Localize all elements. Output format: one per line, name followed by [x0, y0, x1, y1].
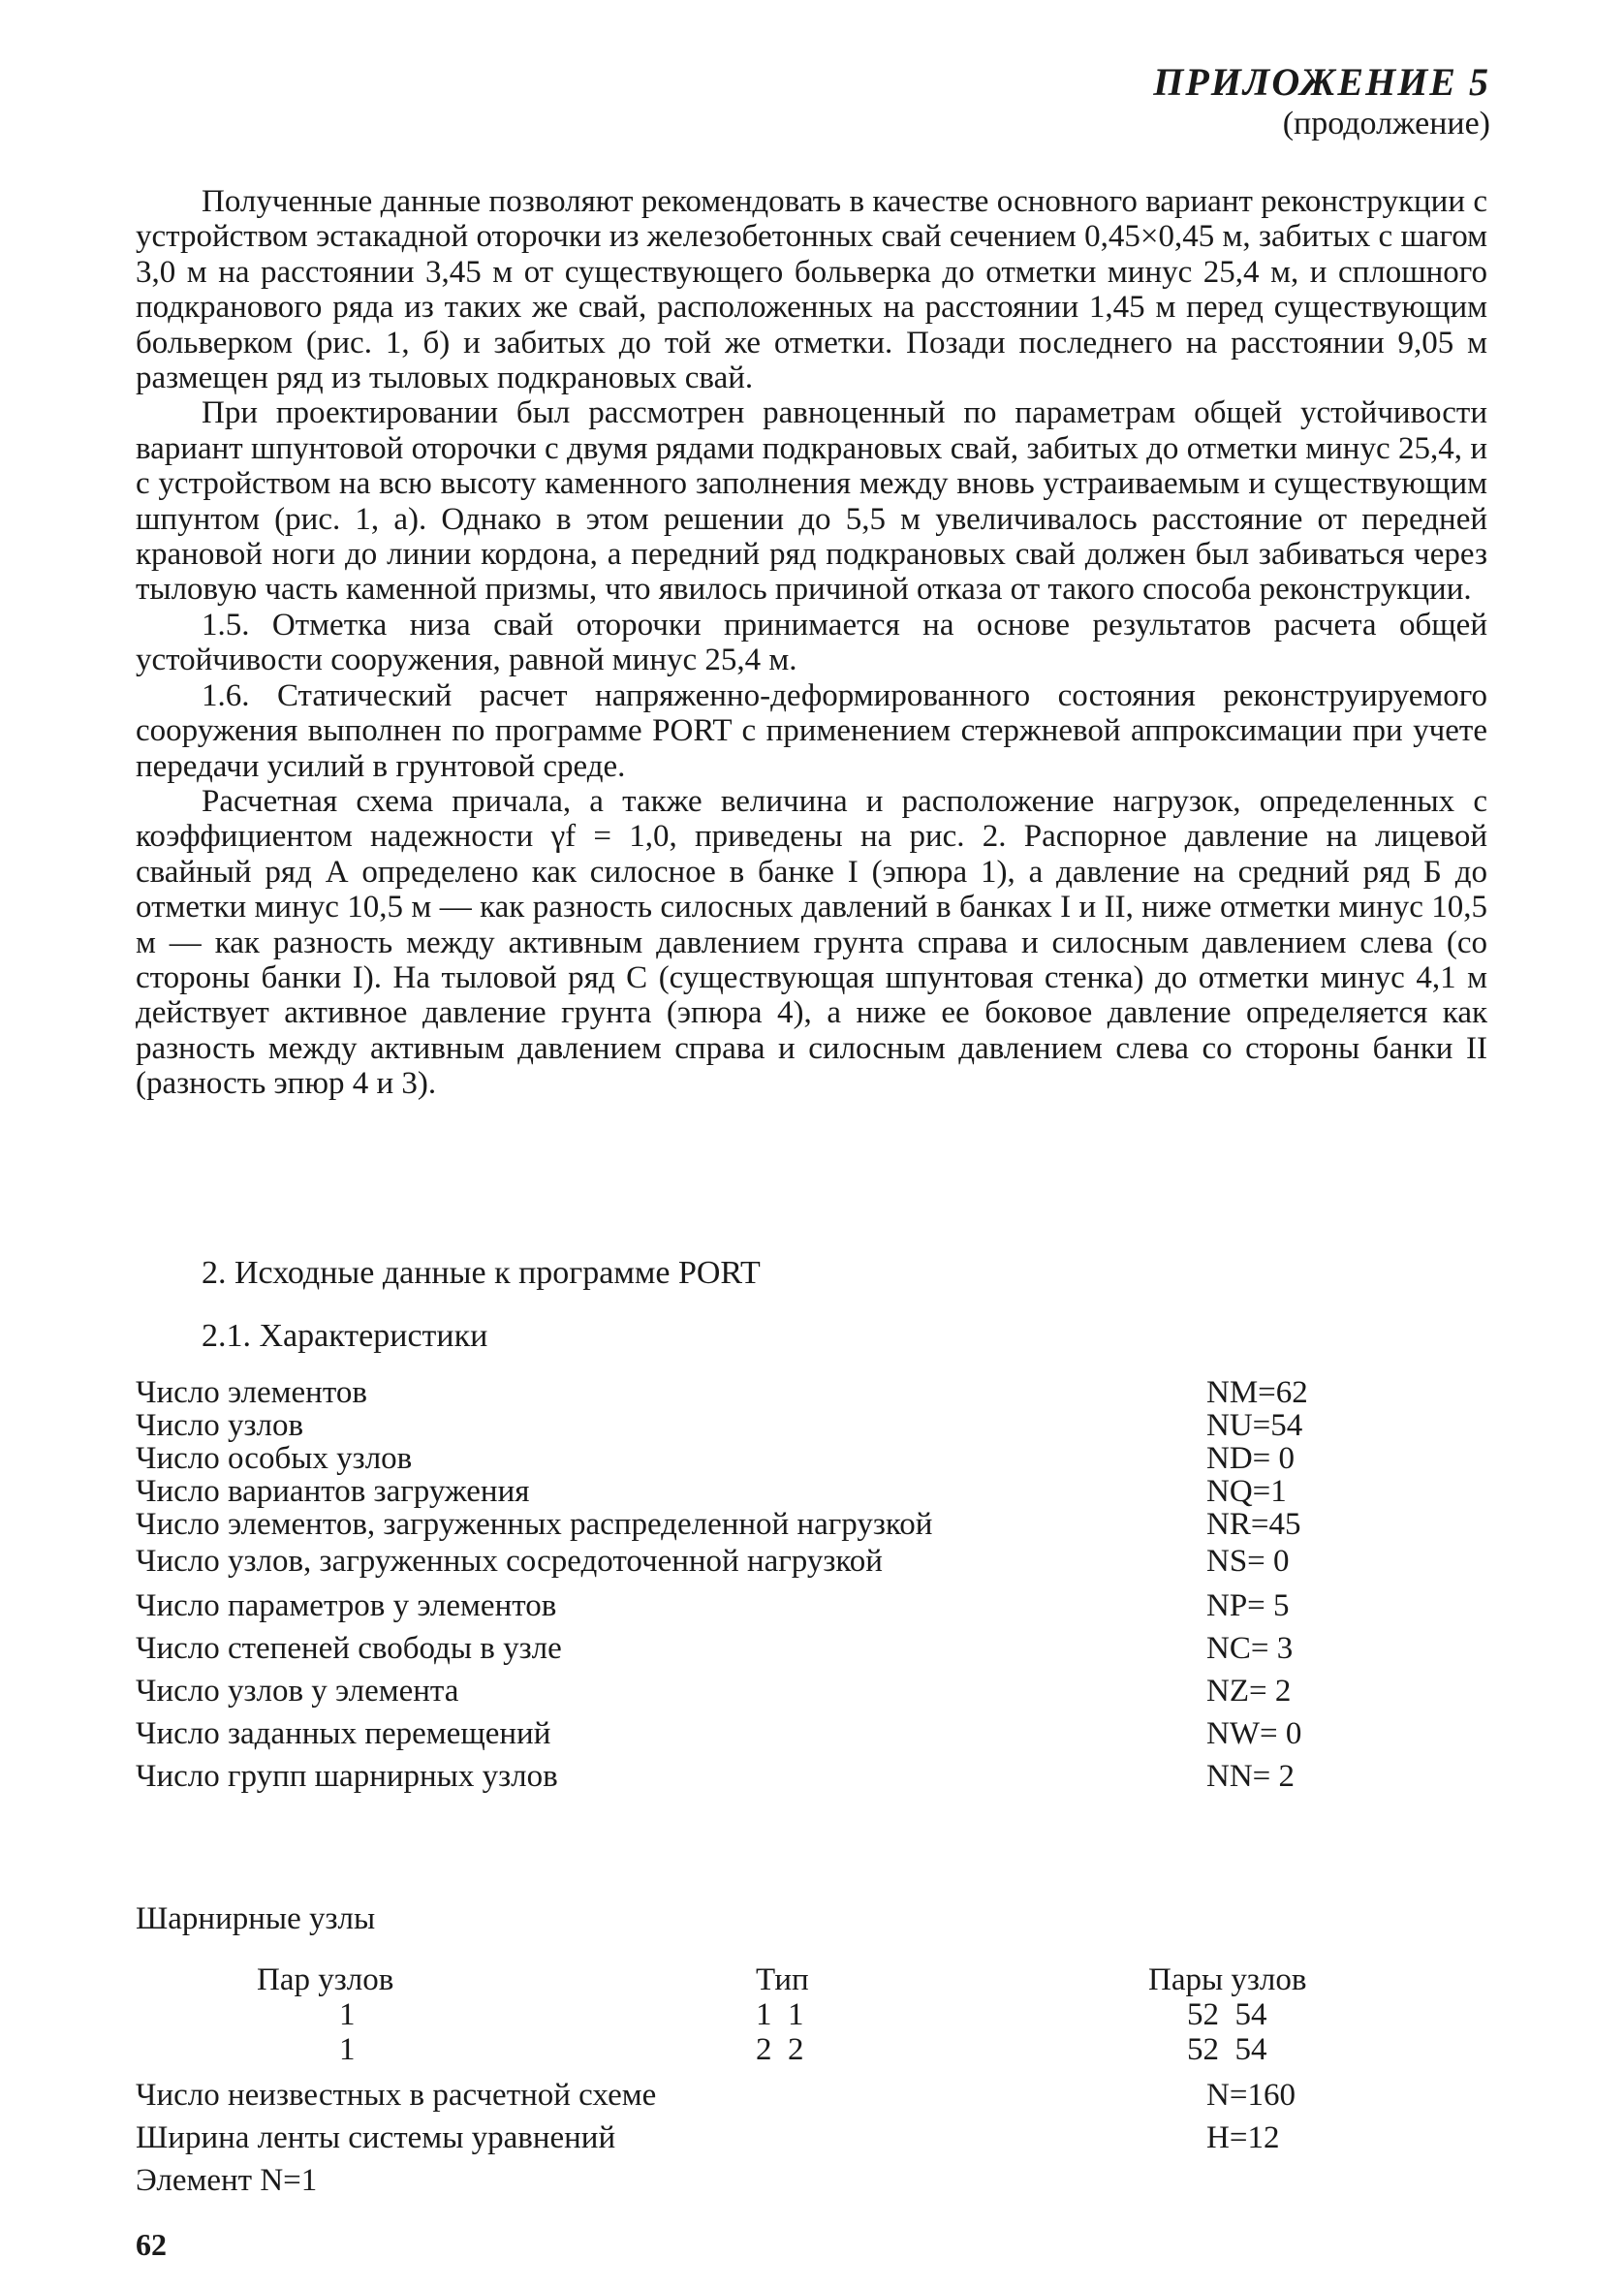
- summary-row: [136, 2159, 1347, 2202]
- parameter-row: [136, 1717, 1347, 1750]
- parameter-row: [136, 1376, 1347, 1409]
- table-row: [257, 1997, 1381, 2032]
- summary-label: Ширина ленты системы уравнений: [136, 2120, 616, 2155]
- table-cell: 52 54: [1187, 2032, 1267, 2067]
- appendix-subtitle: (продолжение): [1282, 106, 1490, 141]
- parameter-row: [136, 1760, 1347, 1793]
- parameter-label: Число заданных перемещений: [136, 1716, 551, 1751]
- parameter-value: NQ=1: [1206, 1474, 1287, 1509]
- column-header: Пары узлов: [1148, 1962, 1307, 1997]
- parameter-value: NW= 0: [1206, 1716, 1302, 1751]
- parameters-list: [136, 1376, 1347, 1793]
- paragraph: Расчетная схема причала, а также величина и расположение нагрузок, определенных с коэффициентом надежности γf = 1,0, приведены на рис. 2. Распорное давление на лицевой свайный ряд А определено как силосное в банке I (эпюра 1), а давление на средний ряд Б до отметки минус 10,5 м — как разность силосных давлений в банках I и II, ниже отметки минус 10,5 м — как разность между активным давлением грунта справа и силосным давлением слева (со стороны банки I). На тыловой ряд С (существующая шпунтовая стенка) до отметки минус 4,1 м действует активное давление грунта (эпюра 4), а ниже ее боковое давление определяется как разность между активным давлением справа и силосным давлением слева со стороны банки II (разность эпюр 4 и 3).: [136, 783, 1487, 1102]
- parameter-label: Число элементов: [136, 1375, 367, 1410]
- parameter-value: NS= 0: [1206, 1544, 1290, 1579]
- hinges-table-header: [257, 1962, 1381, 1997]
- summary-value: H=12: [1206, 2120, 1280, 2155]
- summary-list: [136, 2074, 1347, 2202]
- parameter-value: NC= 3: [1206, 1631, 1294, 1666]
- column-header: Пар узлов: [257, 1962, 394, 1997]
- parameter-label: Число узлов у элемента: [136, 1674, 459, 1709]
- summary-row: [136, 2117, 1347, 2159]
- table-cell: 2 2: [756, 2032, 804, 2067]
- table-cell: 1 1: [756, 1997, 804, 2032]
- section-heading: 2. Исходные данные к программе PORT: [202, 1255, 761, 1291]
- parameter-value: NR=45: [1206, 1507, 1301, 1542]
- parameter-value: ND= 0: [1206, 1441, 1296, 1476]
- summary-label: Элемент N=1: [136, 2163, 318, 2198]
- parameter-row: [136, 1508, 1347, 1541]
- parameter-value: NP= 5: [1206, 1588, 1290, 1623]
- paragraph: При проектировании был рассмотрен равноценный по параметрам общей устойчивости вариант шпунтовой оторочки с двумя рядами подкрановых свай, забитых до отметки минус 25,4, и с устройством на всю высоту каменного заполнения между вновь устраиваемым и существующим шпунтом (рис. 1, а). Однако в этом решении до 5,5 м увеличивалось расстояние от передней крановой ноги до линии кордона, а передний ряд подкрановых свай должен был забиваться через тыловую часть каменной призмы, что явилось причиной отказа от такого способа реконструкции.: [136, 395, 1487, 608]
- parameter-row: [136, 1589, 1347, 1622]
- paragraph: Полученные данные позволяют рекомендовать в качестве основного вариант реконструкции с устройством эстакадной оторочки из железобетонных свай сечением 0,45×0,45 м, забитых с шагом 3,0 м на расстоянии 3,45 м от существующего больверка до отметки минус 25,4 м, и сплошного подкранового ряда из таких же свай, расположенных на расстоянии 1,45 м перед существующим больверком (рис. 1, б) и забитых до той же отметки. Позади последнего на расстоянии 9,05 м размещен ряд из тыловых подкрановых свай.: [136, 184, 1487, 396]
- parameter-row: [136, 1632, 1347, 1665]
- hinges-table: [257, 1962, 1381, 2067]
- appendix-header: [1153, 60, 1490, 142]
- parameter-label: Число особых узлов: [136, 1441, 413, 1476]
- summary-label: Число неизвестных в расчетной схеме: [136, 2078, 657, 2113]
- column-header: Тип: [756, 1962, 809, 1997]
- hinges-heading: Шарнирные узлы: [136, 1901, 376, 1936]
- parameter-label: Число параметров у элементов: [136, 1588, 557, 1623]
- parameter-row: [136, 1409, 1347, 1442]
- parameter-label: Число вариантов загружения: [136, 1474, 530, 1509]
- body-text: [136, 184, 1487, 1102]
- parameter-label: Число степеней свободы в узле: [136, 1631, 562, 1666]
- parameter-value: NN= 2: [1206, 1759, 1296, 1794]
- subsection-heading: 2.1. Характеристики: [202, 1318, 488, 1354]
- paragraph: 1.6. Статический расчет напряженно-деформированного состояния реконструируемого сооружения выполнен по программе PORT с применением стержневой аппроксимации при учете передачи усилий в грунтовой среде.: [136, 677, 1487, 784]
- parameter-row: [136, 1475, 1347, 1508]
- appendix-title: ПРИЛОЖЕНИЕ 5: [1153, 60, 1490, 104]
- parameter-label: Число элементов, загруженных распределенной нагрузкой: [136, 1507, 933, 1542]
- summary-value: N=160: [1206, 2078, 1296, 2113]
- parameter-label: Число узлов, загруженных сосредоточенной нагрузкой: [136, 1544, 883, 1579]
- parameter-label: Число групп шарнирных узлов: [136, 1759, 558, 1794]
- table-row: [257, 2032, 1381, 2067]
- paragraph: 1.5. Отметка низа свай оторочки принимается на основе результатов расчета общей устойчивости сооружения, равной минус 25,4 м.: [136, 607, 1487, 678]
- parameter-row: [136, 1442, 1347, 1475]
- parameter-row: [136, 1545, 1347, 1578]
- table-cell: 1: [339, 1997, 356, 2032]
- parameter-value: NU=54: [1206, 1408, 1303, 1443]
- table-cell: 52 54: [1187, 1997, 1267, 2032]
- table-cell: 1: [339, 2032, 356, 2067]
- parameter-row: [136, 1675, 1347, 1708]
- summary-row: [136, 2074, 1347, 2117]
- parameter-label: Число узлов: [136, 1408, 304, 1443]
- parameter-value: NM=62: [1206, 1375, 1308, 1410]
- page-number: 62: [136, 2227, 167, 2262]
- parameter-value: NZ= 2: [1206, 1674, 1292, 1709]
